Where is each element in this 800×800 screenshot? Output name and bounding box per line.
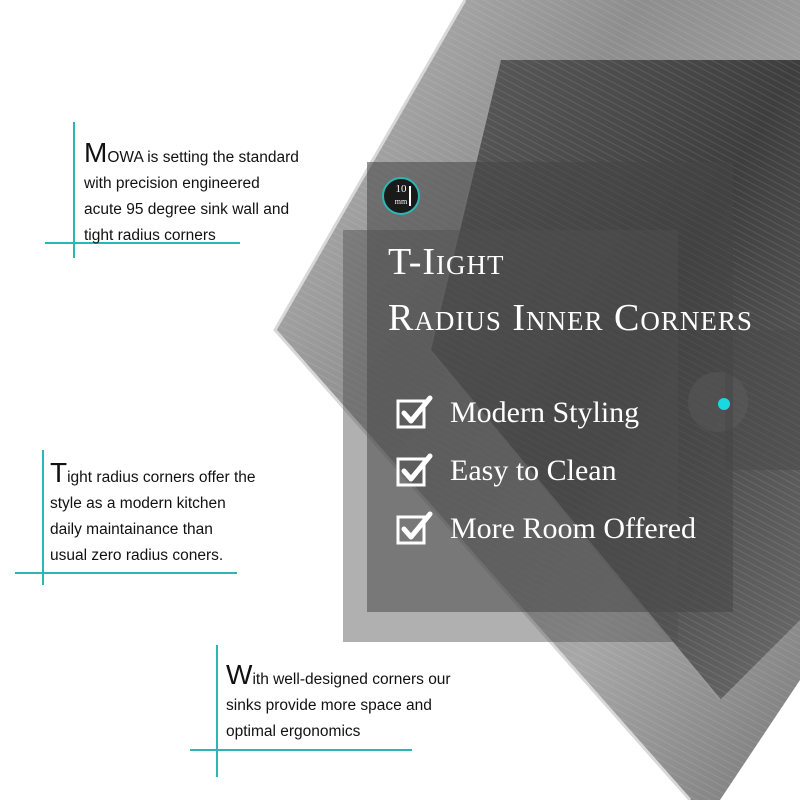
note-initial: T bbox=[50, 457, 68, 488]
note-line: ight radius corners offer the bbox=[67, 469, 256, 486]
note-line: usual zero radius coners. bbox=[50, 547, 224, 564]
note-precision bbox=[84, 137, 299, 249]
feature-item bbox=[396, 511, 696, 547]
checkbox-checked-icon bbox=[396, 511, 434, 547]
feature-item bbox=[396, 453, 617, 489]
badge-unit: mm bbox=[394, 197, 408, 206]
overlay-panel-front bbox=[343, 230, 678, 642]
checkbox-checked-icon bbox=[396, 395, 434, 431]
feature-item bbox=[396, 395, 639, 431]
note-divider-horizontal bbox=[190, 749, 412, 751]
title-line-1: T-Iight bbox=[388, 241, 505, 283]
note-line: style as a modern kitchen bbox=[50, 495, 226, 512]
note-line: tight radius corners bbox=[84, 227, 216, 244]
note-divider-horizontal bbox=[15, 572, 237, 574]
note-ergonomics bbox=[226, 659, 451, 745]
note-line: with precision engineered bbox=[84, 175, 260, 192]
note-initial: W bbox=[226, 659, 253, 690]
note-line: daily maintainance than bbox=[50, 521, 213, 538]
note-line: acute 95 degree sink wall and bbox=[84, 201, 290, 218]
feature-label: Modern Styling bbox=[450, 396, 640, 429]
note-divider-vertical bbox=[216, 645, 218, 777]
note-initial: M bbox=[84, 137, 108, 168]
corner-marker-dot bbox=[718, 398, 730, 410]
badge-number: 10 bbox=[395, 183, 407, 195]
note-modern-style bbox=[50, 457, 256, 569]
title-line-2: Radius Inner Corners bbox=[388, 297, 753, 339]
feature-label: More Room Offered bbox=[450, 512, 697, 545]
note-line: OWA is setting the standard bbox=[107, 149, 299, 166]
note-line: sinks provide more space and bbox=[226, 697, 432, 714]
checkbox-checked-icon bbox=[396, 453, 434, 489]
note-divider-vertical bbox=[73, 122, 75, 258]
note-divider-vertical bbox=[42, 450, 44, 585]
note-line: optimal ergonomics bbox=[226, 723, 361, 740]
note-line: ith well-designed corners our bbox=[252, 671, 451, 688]
radius-10mm-icon bbox=[382, 177, 420, 215]
feature-label: Easy to Clean bbox=[450, 454, 617, 487]
